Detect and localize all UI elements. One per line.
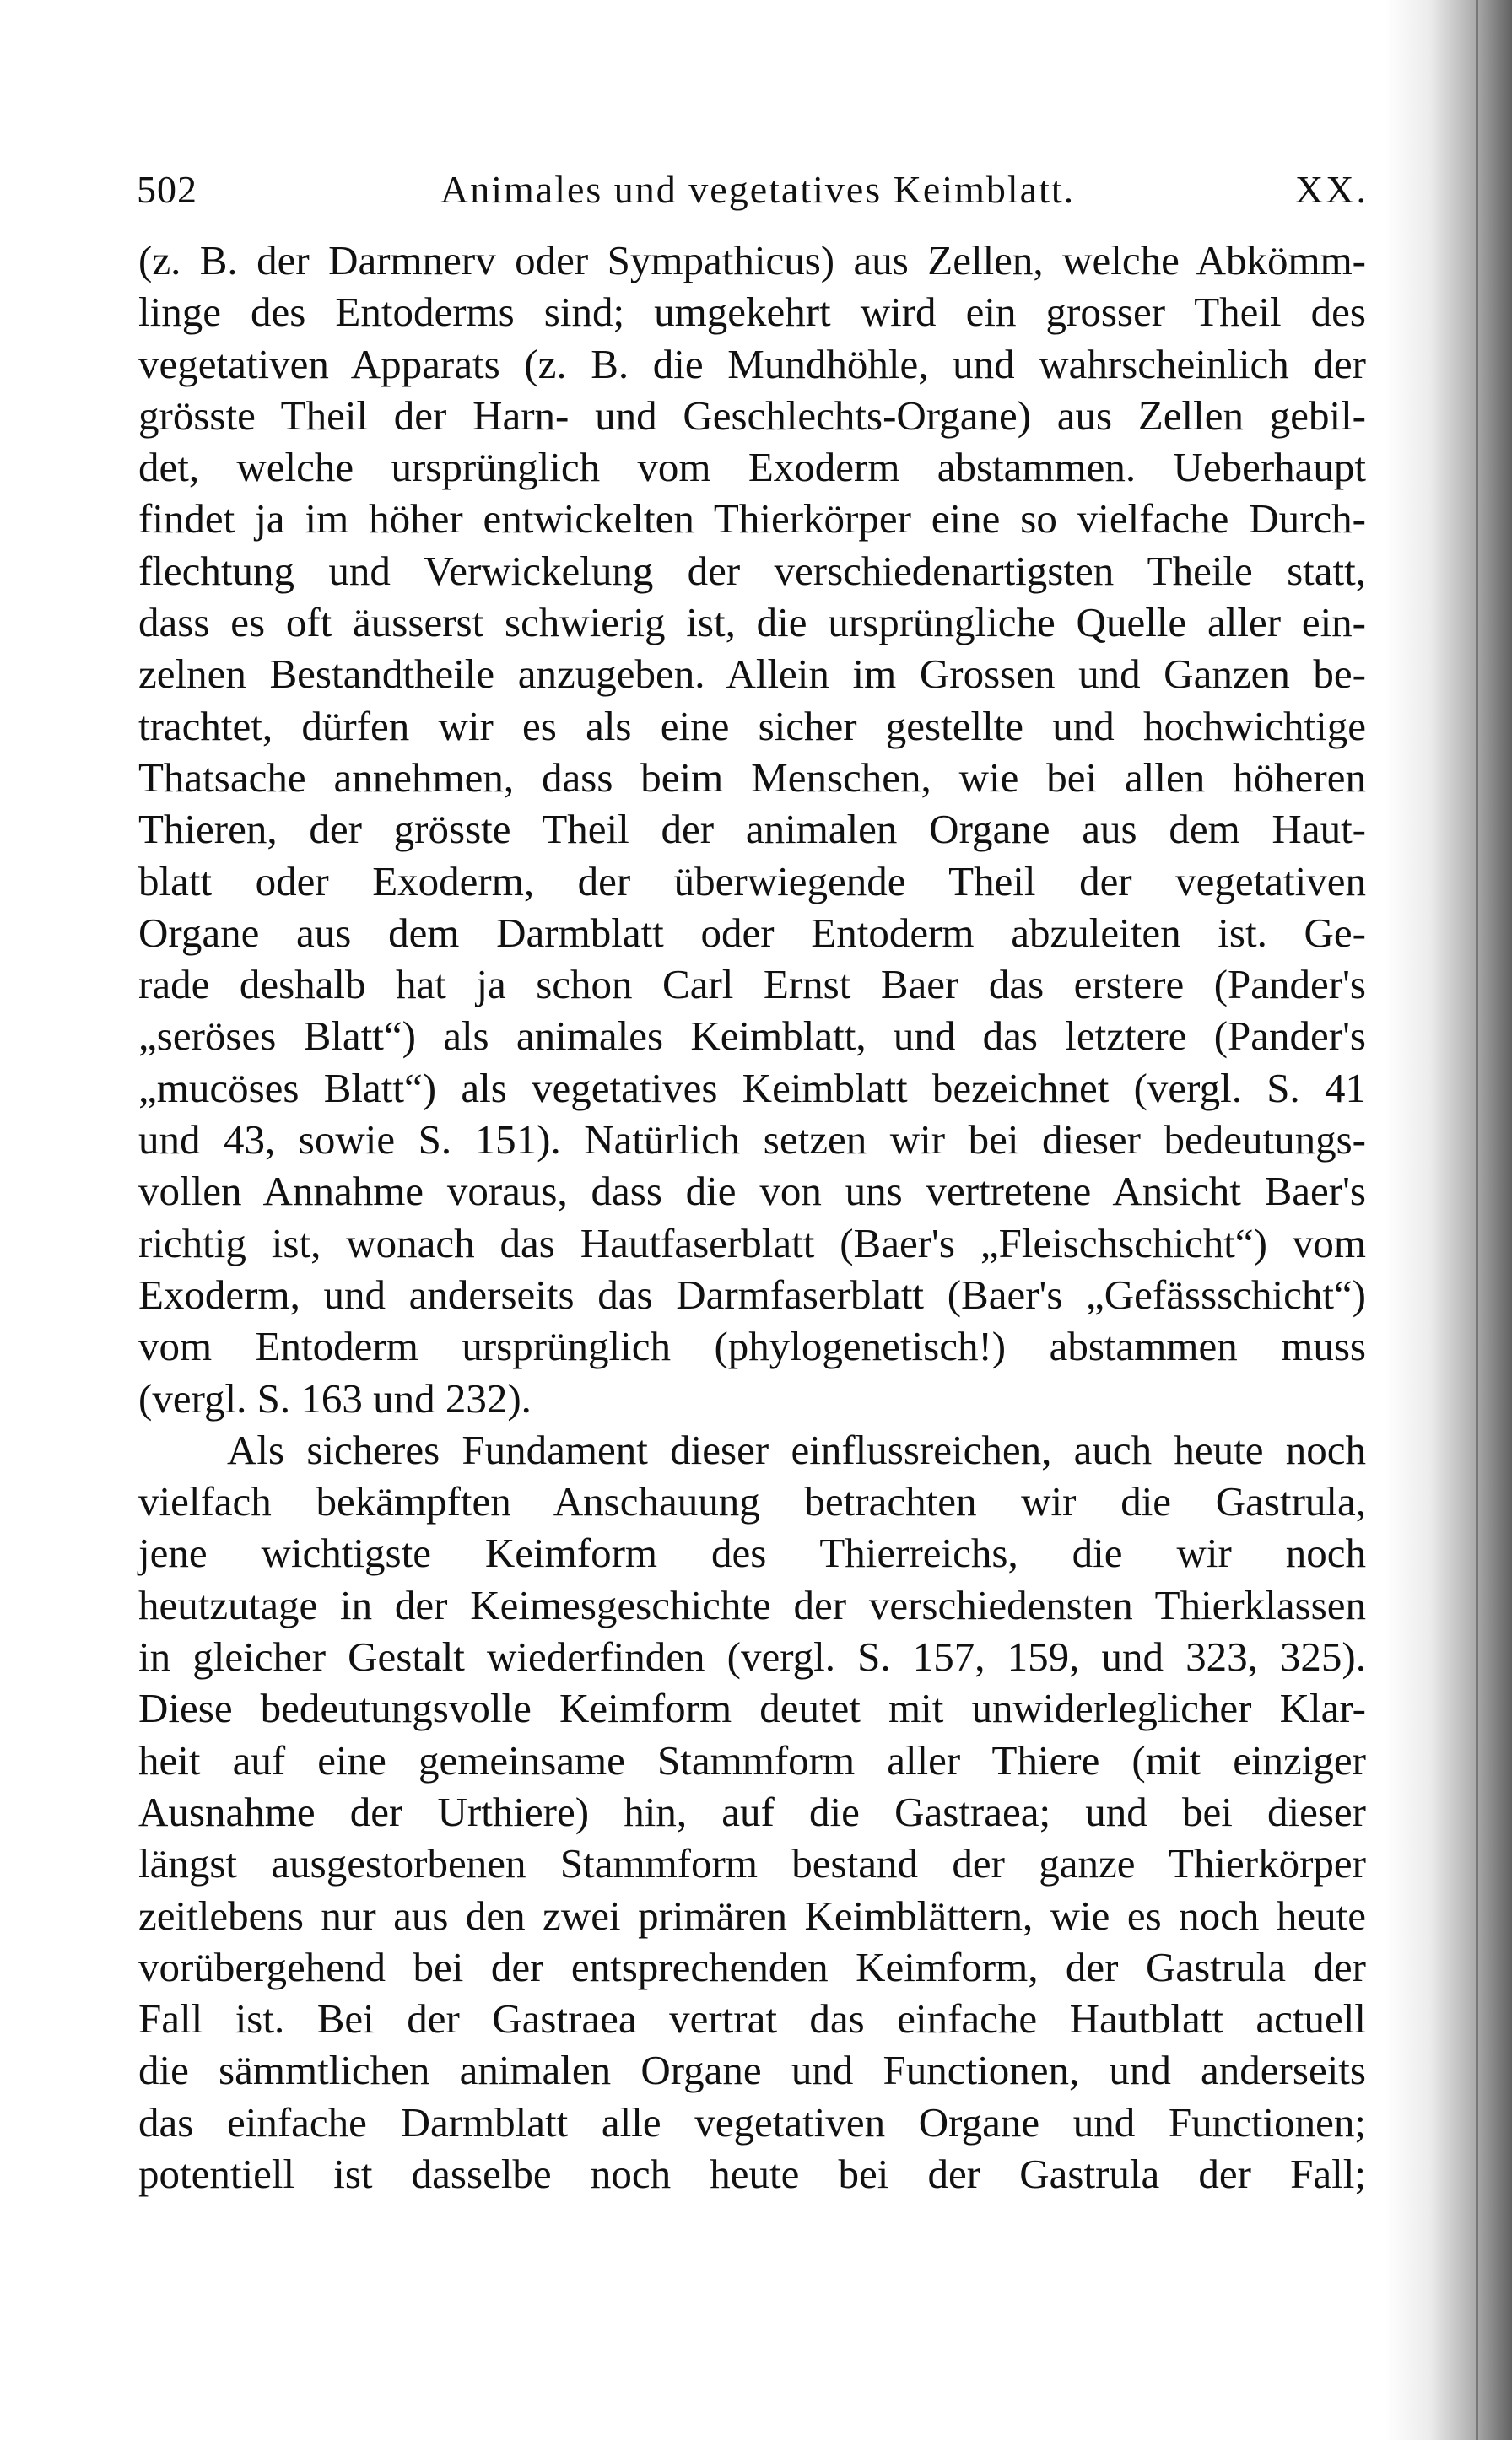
page-edge-shadow: [1385, 0, 1512, 2440]
chapter-number: XX.: [1295, 168, 1369, 211]
text-line: (vergl. S. 163 und 232).: [138, 1374, 532, 1422]
running-header: [137, 167, 1369, 226]
text-line: „mucöses Blatt“) als vegetatives Keimblatt bezeichnet (vergl. S. 41: [138, 1064, 1366, 1111]
text-line: vegetativen Apparats (z. B. die Mundhöhle, und wahrscheinlich der: [138, 340, 1366, 387]
text-line: vollen Annahme voraus, dass die von uns vertretene Ansicht Baer's: [138, 1168, 1366, 1215]
text-line: die sämmtlichen animalen Organe und Functionen, und anderseits: [138, 2047, 1366, 2094]
text-line: Ausnahme der Urthiere) hin, auf die Gastraea; und bei dieser: [138, 1788, 1366, 1835]
body-text: [138, 235, 1366, 2200]
text-line: jene wichtigste Keimform des Thierreichs, die wir noch: [138, 1530, 1366, 1577]
text-line: trachtet, dürfen wir es als eine sicher gestellte und hochwichtige: [138, 702, 1366, 749]
text-line: zeitlebens nur aus den zwei primären Keimblättern, wie es noch heute: [138, 1892, 1366, 1939]
text-line: Thieren, der grösste Theil der animalen Organe aus dem Haut-: [138, 806, 1366, 853]
text-line: flechtung und Verwickelung der verschiedenartigsten Theile statt,: [138, 547, 1366, 594]
text-line: vorübergehend bei der entsprechenden Keimform, der Gastrula der: [138, 1943, 1366, 1990]
text-line: richtig ist, wonach das Hautfaserblatt (Baer's „Fleischschicht“) vom: [138, 1219, 1366, 1266]
text-line: rade deshalb hat ja schon Carl Ernst Baer das erstere (Pander's: [138, 961, 1366, 1008]
text-line: (z. B. der Darmnerv oder Sympathicus) aus Zellen, welche Abkömm-: [138, 237, 1366, 283]
text-line: findet ja im höher entwickelten Thierkörper eine so vielfache Durch-: [138, 495, 1366, 543]
text-line: in gleicher Gestalt wiederfinden (vergl. S. 157, 159, und 323, 325).: [138, 1633, 1366, 1681]
text-line: „seröses Blatt“) als animales Keimblatt, und das letztere (Pander's: [138, 1012, 1366, 1060]
page-number: 502: [137, 168, 197, 211]
page-edge-line: [1476, 0, 1478, 2440]
text-line: Diese bedeutungsvolle Keimform deutet mit unwiderleglicher Klar-: [138, 1685, 1366, 1732]
text-line: grösste Theil der Harn- und Geschlechts-Organe) aus Zellen gebil-: [138, 391, 1366, 439]
text-line: potentiell ist dasselbe noch heute bei der Gastrula der Fall;: [138, 2150, 1366, 2197]
text-line: Fall ist. Bei der Gastraea vertrat das einfache Hautblatt actuell: [138, 1995, 1366, 2043]
text-line: Als sicheres Fundament dieser einflussreichen, auch heute noch: [227, 1426, 1366, 1473]
text-line: linge des Entoderms sind; umgekehrt wird ein grosser Theil des: [138, 289, 1366, 336]
text-line: dass es oft äusserst schwierig ist, die ursprüngliche Quelle aller ein-: [138, 599, 1366, 646]
text-line: vom Entoderm ursprünglich (phylogenetisch!) abstammen muss: [138, 1323, 1366, 1370]
text-line: blatt oder Exoderm, der überwiegende Theil der vegetativen: [138, 857, 1366, 904]
running-title: Animales und vegetatives Keimblatt.: [440, 168, 1076, 211]
text-line: vielfach bekämpften Anschauung betrachten wir die Gastrula,: [138, 1478, 1366, 1525]
text-line: und 43, sowie S. 151). Natürlich setzen wir bei dieser bedeutungs-: [138, 1116, 1366, 1163]
text-line: längst ausgestorbenen Stammform bestand der ganze Thierkörper: [138, 1840, 1366, 1887]
text-line: heit auf eine gemeinsame Stammform aller Thiere (mit einziger: [138, 1736, 1366, 1784]
text-line: Thatsache annehmen, dass beim Menschen, wie bei allen höheren: [138, 753, 1366, 801]
text-line: das einfache Darmblatt alle vegetativen Organe und Functionen;: [138, 2098, 1366, 2146]
text-line: det, welche ursprünglich vom Exoderm abstammen. Ueberhaupt: [138, 444, 1366, 491]
text-line: Exoderm, und anderseits das Darmfaserblatt (Baer's „Gefässschicht“): [138, 1271, 1366, 1318]
text-line: zelnen Bestandtheile anzugeben. Allein im Grossen und Ganzen be-: [138, 650, 1366, 698]
text-line: heutzutage in der Keimesgeschichte der verschiedensten Thierklassen: [138, 1581, 1366, 1628]
text-line: Organe aus dem Darmblatt oder Entoderm abzuleiten ist. Ge-: [138, 909, 1366, 956]
